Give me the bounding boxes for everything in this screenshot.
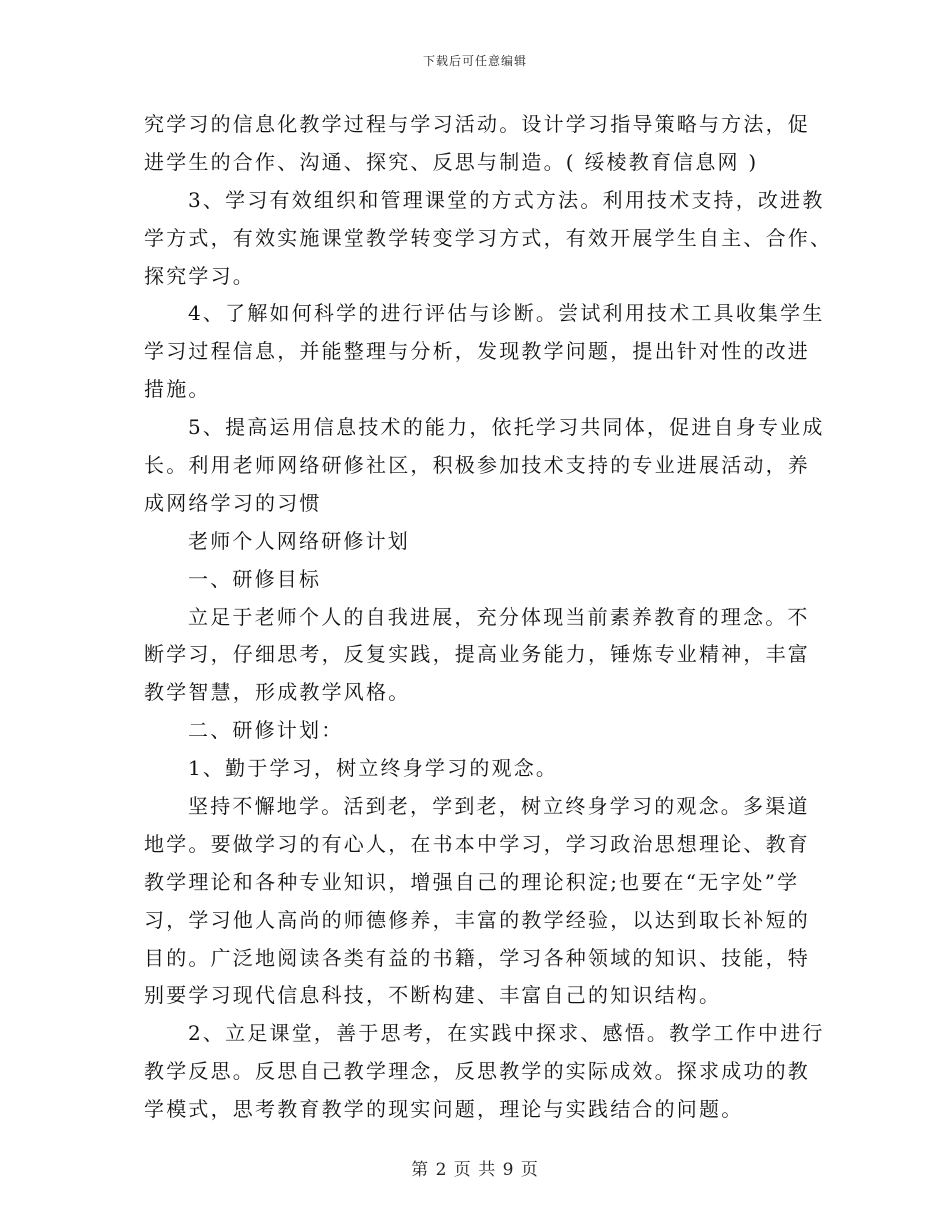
document-body [144, 106, 833, 1129]
text-line: 立足于老师个人的自我进展，充分体现当前素养教育的理念。不 [188, 604, 810, 629]
text-line: 长。利用老师网络研修社区，积极参加技术支持的专业进展活动，养 [144, 453, 810, 478]
text-line: 3、学习有效组织和管理课堂的方式方法。利用技术支持，改进教 [188, 187, 825, 212]
text-line: 措施。 [144, 377, 211, 402]
text-line: 进学生的合作、沟通、探究、反思与制造。( 绥棱教育信息网 ) [144, 149, 759, 174]
text-line: 学方式，有效实施课堂教学转变学习方式，有效开展学生自主、合作、 [144, 225, 833, 250]
text-line: 断学习，仔细思考，反复实践，提高业务能力，锤炼专业精神，丰富 [144, 642, 810, 667]
text-line: 教学反思。反思自己教学理念，反思教学的实际成效。探求成功的教 [144, 1059, 810, 1084]
text-line: 4、了解如何科学的进行评估与诊断。尝试利用技术工具收集学生 [188, 301, 825, 326]
text-line: 成网络学习的习惯 [144, 490, 322, 515]
text-line: 1、勤于学习，树立终身学习的观念。 [188, 756, 559, 781]
text-line: 坚持不懈地学。活到老，学到老，树立终身学习的观念。多渠道 [188, 794, 810, 819]
text-line: 目的。广泛地阅读各类有益的书籍，学习各种领域的知识、技能，特 [144, 945, 810, 970]
text-line: 5、提高运用信息技术的能力，依托学习共同体，促进自身专业成 [188, 415, 825, 440]
text-line: 老师个人网络研修计划 [188, 528, 410, 553]
text-line: 别要学习现代信息科技，不断构建、丰富自己的知识结构。 [144, 983, 722, 1008]
text-line: 2、立足课堂，善于思考，在实践中探求、感悟。教学工作中进行 [188, 1021, 825, 1046]
text-line: 地学。要做学习的有心人，在书本中学习，学习政治思想理论、教育 [144, 831, 810, 856]
text-line: 习，学习他人高尚的师德修养，丰富的教学经验，以达到取长补短的 [144, 907, 810, 932]
text-line: 探究学习。 [144, 263, 255, 288]
text-line: 二、研修计划： [188, 718, 344, 743]
text-line: 学模式，思考教育教学的现实问题，理论与实践结合的问题。 [144, 1097, 744, 1122]
text-line: 一、研修目标 [188, 566, 322, 591]
text-line: 教学理论和各种专业知识，增强自己的理论积淀;也要在“无字处”学 [144, 869, 800, 894]
text-line: 究学习的信息化教学过程与学习活动。设计学习指导策略与方法，促 [144, 112, 810, 136]
text-line: 学习过程信息，并能整理与分析，发现教学问题，提出针对性的改进 [144, 339, 810, 364]
page-footer: 第 2 页 共 9 页 [411, 1160, 539, 1180]
page-header: 下载后可任意编辑 [422, 54, 527, 68]
text-line: 教学智慧，形成教学风格。 [144, 680, 411, 705]
